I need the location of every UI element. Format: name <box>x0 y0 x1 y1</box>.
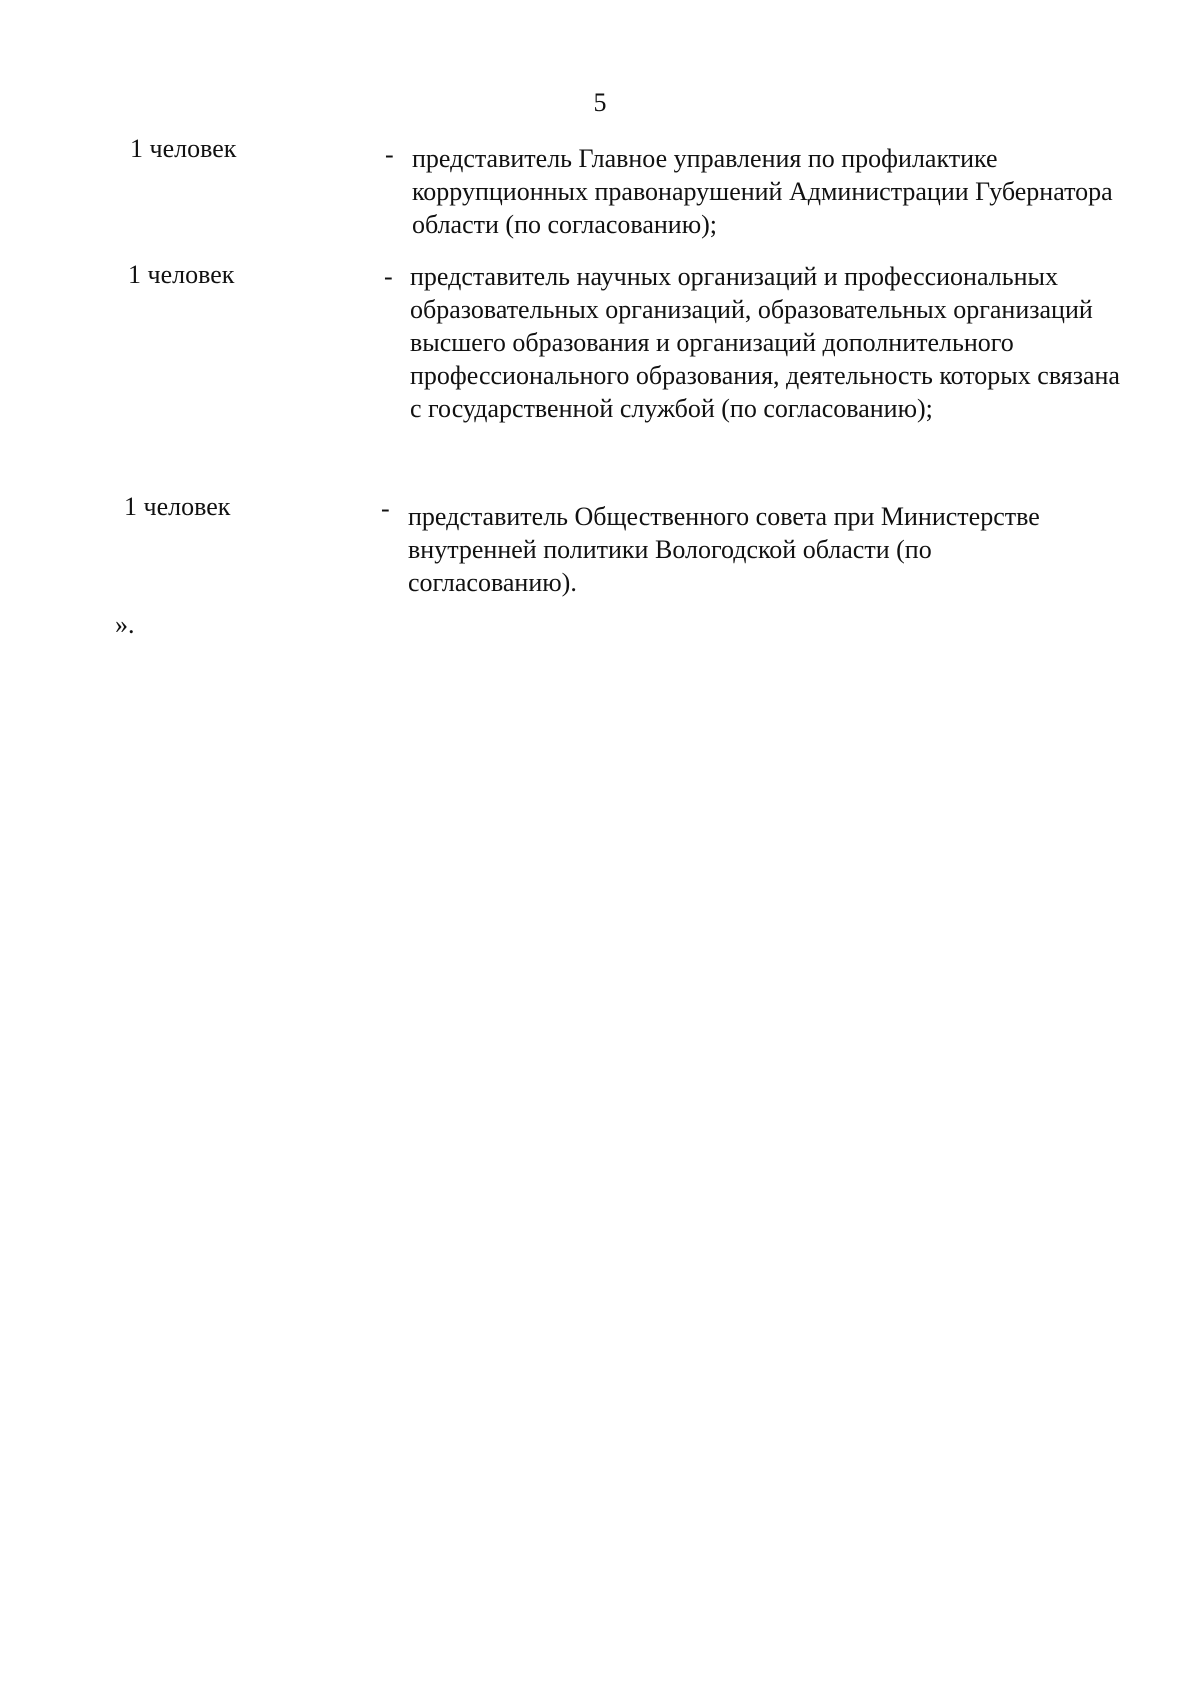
page-number: 5 <box>593 88 607 117</box>
entry-dash: - <box>385 140 394 169</box>
member-description: представитель Общественного совета при Министерстве внутренней политики Вологодской области (по согласованию). <box>408 502 1040 597</box>
member-count: 1 человек <box>124 492 231 521</box>
entry-dash: - <box>384 262 393 291</box>
member-description: представитель Главное управления по профилактике коррупционных правонарушений Администрации Губернатора области (по согласованию); <box>412 144 1113 239</box>
member-description: представитель научных организаций и профессиональных образовательных организаций, образовательных организаций высшего образования и организаций дополнительного профессионального образования, деятельность которых связана с государственной службой (по согласованию); <box>410 262 1120 423</box>
member-count: 1 человек <box>128 260 235 289</box>
entry-dash: - <box>381 494 390 523</box>
member-count: 1 человек <box>130 134 237 163</box>
closing-quote: ». <box>115 610 135 639</box>
